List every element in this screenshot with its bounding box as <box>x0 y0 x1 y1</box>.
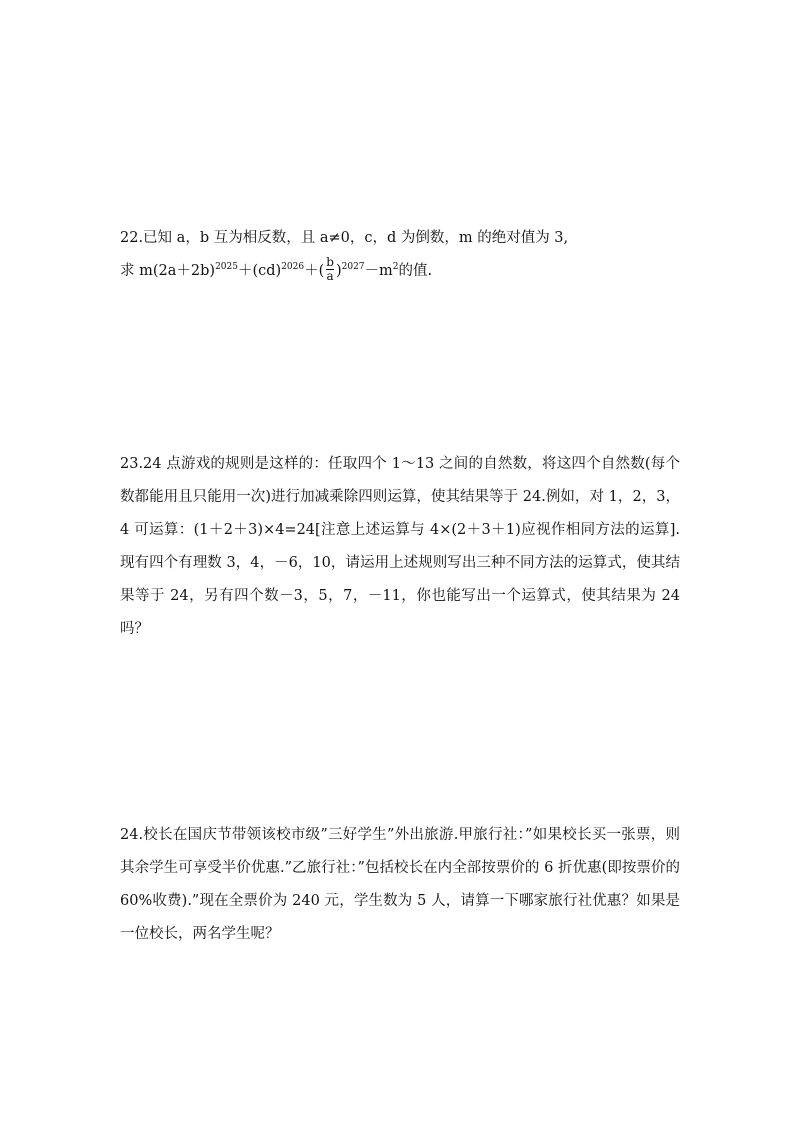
expr-part-4: ) <box>335 263 342 279</box>
expr-part-6: 的值. <box>398 263 433 279</box>
exponent-1: 2025 <box>215 262 238 272</box>
exponent-4: 2 <box>392 262 399 272</box>
problem-23: 23.24 点游戏的规则是这样的：任取四个 1～13 之间的自然数，将这四个自然数(每个数都能用且只能用一次)进行加减乘除四则运算，使其结果等于 24.例如，对 1，2，3，4 可运算：(1＋2＋3)×4=24[注意上述运算与 4×(2＋3＋1)应视作相同方法的运算].现有四个有理数 3，4，－6，10，请运用上述规则写出三种不同方法的运算式，使其结果等于 24，另有四个数－3，5，7，－11，你也能写出一个运算式，使其结果为 24 吗？ <box>120 456 680 637</box>
problem-22-line-1: 22.已知 a，b 互为相反数，且 a≠0，c，d 为倒数，m 的绝对值为 3, <box>120 230 569 246</box>
expr-part-1: 求 m(2a＋2b) <box>120 263 216 279</box>
fraction-b-over-a <box>325 256 335 283</box>
exponent-3: 2027 <box>341 262 365 272</box>
expr-part-3: ＋( <box>304 263 325 279</box>
fraction-denominator: a <box>326 268 334 283</box>
expr-part-2: ＋(cd) <box>237 263 282 279</box>
fraction-numerator: b <box>326 254 334 269</box>
problem-22-line-2 <box>120 255 680 288</box>
exponent-2: 2026 <box>281 262 305 272</box>
expr-part-5: －m <box>364 263 393 279</box>
problem-22 <box>120 222 680 288</box>
problem-24: 24.校长在国庆节带领该校市级”三好学生”外出旅游.甲旅行社：”如果校长买一张票，则其余学生可享受半价优惠.”乙旅行社：”包括校长在内全部按票价的 6 折优惠(即按票价的 60%收费).”现在全票价为 240 元，学生数为 5 人，请算一下哪家旅行社优惠？如果是一位校长，两名学生呢？ <box>120 827 680 942</box>
